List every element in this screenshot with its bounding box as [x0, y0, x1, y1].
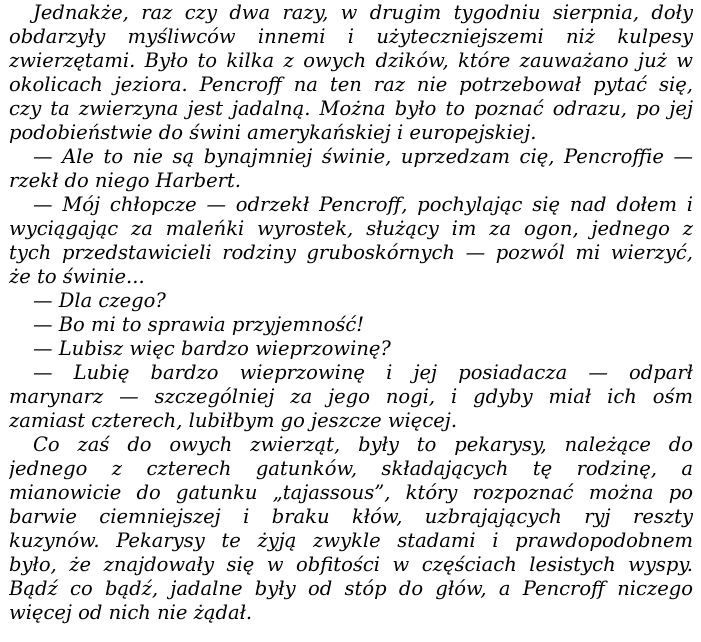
paragraph	[9, 145, 693, 193]
text-line: podobieństwie do świni amerykańskiej i europejskiej.	[9, 121, 537, 144]
text-line: Jednakże, raz czy dwa razy, w drugim tygodniu sierpnia, doły	[33, 1, 693, 24]
text-line: czy ta zwierzyna jest jadalną. Można było to poznać odrazu, po jej	[9, 97, 693, 120]
text-line: Bądź co bądź, jadalne były od stóp do głów, a Pencroff niczego	[9, 577, 693, 600]
text-line: — Lubię bardzo wieprzowinę i jej posiadacza — odparł	[33, 361, 693, 384]
text-line: jednego z czterech gatunków, składających tę rodzinę, a	[9, 457, 693, 480]
text-line: — Ale to nie są bynajmniej świnie, uprzedzam cię, Pencroffie —	[33, 145, 693, 168]
text-line: rzekł do niego Harbert.	[9, 169, 241, 192]
text-line: marynarz — szczególniej za jego nogi, i gdyby miał ich ośm	[9, 385, 693, 408]
text-line: kuzynów. Pekarysy te żyją zwykle stadami i prawdopodobnem	[9, 529, 693, 552]
text-line: Co zaś do owych zwierząt, były to pekarysy, należące do	[33, 433, 693, 456]
text-line: barwie ciemniejszej i braku kłów, uzbrajających ryj reszty	[9, 505, 693, 528]
paragraph	[9, 193, 693, 289]
text-line: wyciągając za maleńki wyrostek, służący im za ogon, jednego z	[9, 217, 693, 240]
text-line: że to świnie...	[9, 265, 145, 288]
paragraph	[9, 289, 693, 313]
text-line: — Mój chłopcze — odrzekł Pencroff, pochylając się nad dołem i	[33, 193, 693, 216]
paragraph	[9, 337, 693, 361]
text-line: okolicach jeziora. Pencroff na ten raz nie potrzebował pytać się,	[9, 73, 693, 96]
paragraph	[9, 1, 693, 145]
text-line: więcej od nich nie żądał.	[9, 601, 253, 624]
paragraph	[9, 361, 693, 433]
text-line: tych przedstawicieli rodziny gruboskórnych — pozwól mi wierzyć,	[9, 241, 693, 264]
paragraph	[9, 433, 693, 625]
text-line: zamiast czterech, lubiłbym go jeszcze więcej.	[9, 409, 458, 432]
text-line: — Dla czego?	[33, 289, 166, 312]
text-line: — Bo mi to sprawia przyjemność!	[33, 313, 365, 336]
paragraph	[9, 313, 693, 337]
text-line: mianowicie do gatunku „tajassous”, który rozpoznać można po	[9, 481, 693, 504]
text-line: — Lubisz więc bardzo wieprzowinę?	[33, 337, 391, 360]
text-line: było, że znajdowały się w obfitości w częściach lesistych wyspy.	[9, 553, 693, 576]
text-line: zwierzętami. Było to kilka z owych dzików, które zauważano już w	[9, 49, 693, 72]
text-line: obdarzyły myśliwców innemi i użyteczniejszemi niż kulpesy	[9, 25, 693, 48]
